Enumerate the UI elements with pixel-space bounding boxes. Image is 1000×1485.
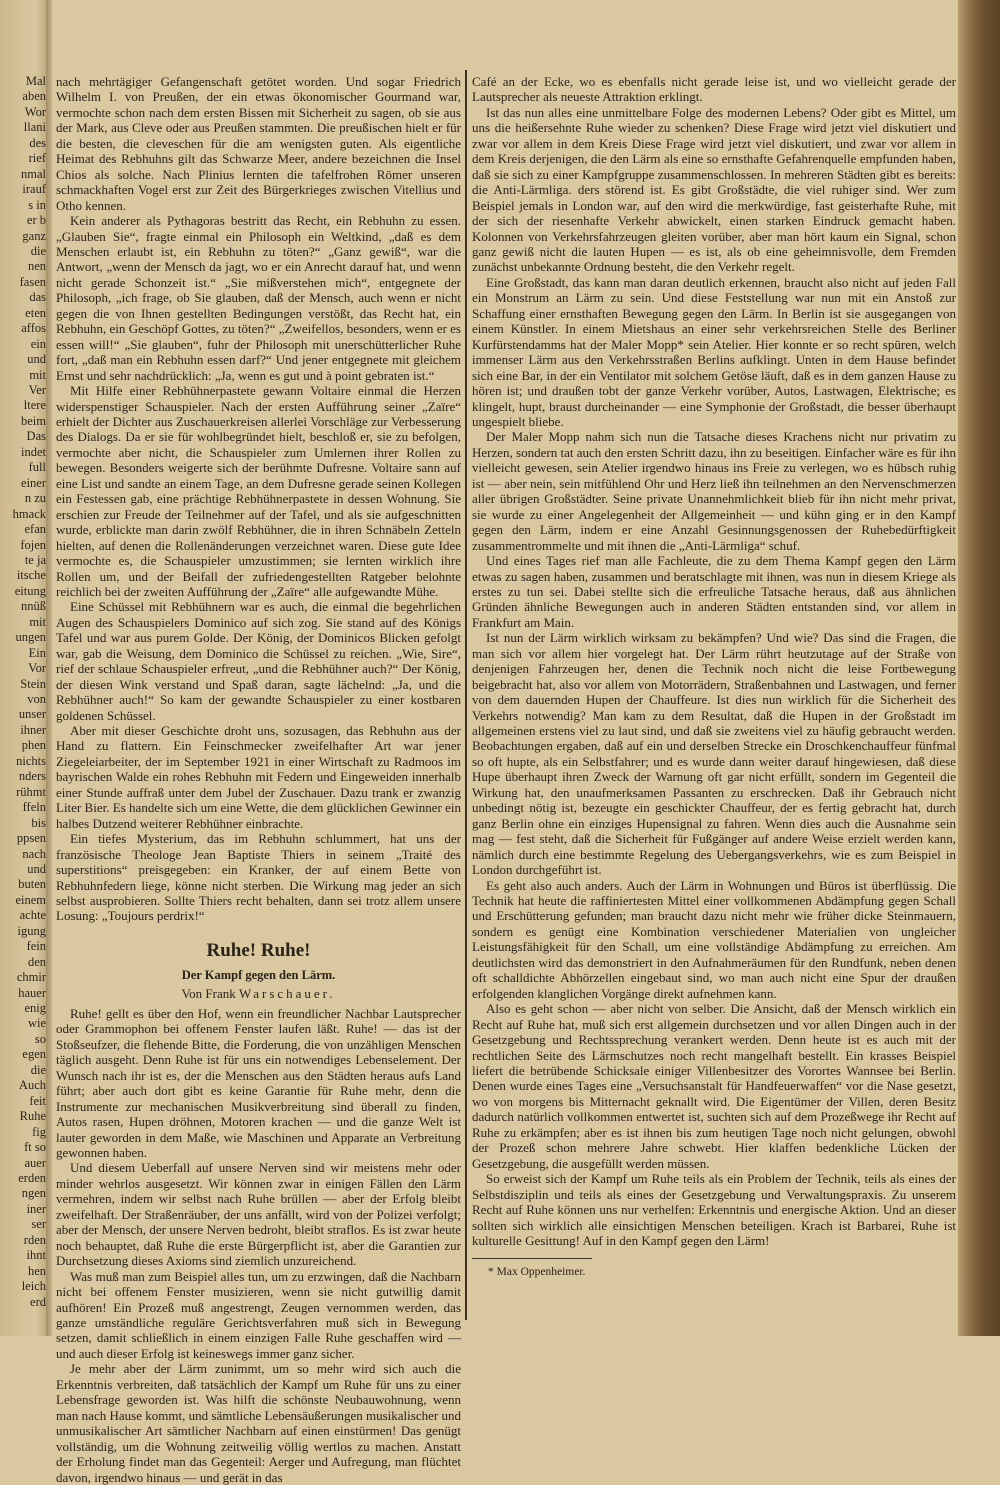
margin-word-fragment: mit xyxy=(29,614,46,629)
paragraph: Ruhe! gellt es über den Hof, wenn ein freundlicher Nachbar Lautsprecher oder Grammophon bei offenem Fenster laufen läßt. Ruhe! — das ist der Stoßseufzer, die flehende Bitte, die Forderung, die von unzähligen Menschen täglich ausgeht. Denn Ruhe ist für uns ein notwendiges Lebenselement. Der Wunsch nach ihr ist es, der die Menschen aus den Städten heraus aufs Land führt; aber auch dort gibt es keine Garantie für Ruhe mehr, denn die Instrumente zur mechanischen Musikverbreitung sind überall zu finden, Autos rasen, Hupen dröhnen, Motoren krachen — und die ganze Welt ist lauter geworden in dem Maße, wie Maschinen und Apparate an Verbreitung gewonnen haben. xyxy=(56,1005,461,1160)
margin-word-fragment: buten xyxy=(18,877,46,892)
margin-word-fragment: von xyxy=(27,692,46,706)
margin-word-fragment: bis xyxy=(31,815,46,830)
byline-author: Warschauer. xyxy=(238,985,336,1001)
margin-word-fragment: nach xyxy=(22,846,46,861)
margin-word-fragment: ungen xyxy=(15,630,46,645)
margin-word-fragment: indet xyxy=(21,444,46,459)
margin-word-fragment: Auch xyxy=(18,1078,46,1093)
margin-word-fragment: Ruhe xyxy=(19,1109,46,1124)
margin-word-fragment: efan xyxy=(24,522,46,537)
margin-word-fragment: nmal xyxy=(21,166,46,181)
paragraph: Ist das nun alles eine unmittelbare Folge des modernen Lebens? Oder gibt es Mittel, um uns die heißersehnte Ruhe wieder zu schenken? Diese Frage wird jetzt viel diskutiert und zwar vor allem in dem Kreis Diese Frage wird jetzt viel diskutiert, und zwar vor allem in dem Kreis derjenigen, die den Lärm als eine so ernsthafte Gefahrenquelle empfunden haben, daß sie sich zu einer Kampfgruppe zusammenschlossen. In mehreren Städten gibt es bereits: die Anti-Lärmliga. ders störend ist. Es gibt Großstädte, die viel ruhiger sind. Wer zum Beispiel jemals in London war, auf den wird die merkwürdige, fast geisterhafte Ruhe, mit der sich der riesenhafte Verkehr abwickelt, einen starken Eindruck gemacht haben. Kolonnen von Verkehrsfahrzeugen gleiten vorüber, aber man hört kaum ein Signal, schon ganz gewiß nicht die lauten Hupen — es ist, als ob eine geheimnisvolle, dem Fremden zunächst unbekannte Ordnung besteht, die den Verkehr regelt. xyxy=(472,104,956,275)
margin-word-fragment: te ja xyxy=(24,552,46,567)
paragraph: Je mehr aber der Lärm zunimmt, um so mehr wird sich auch die Erkenntnis verbreiten, daß tatsächlich der Kampf um Ruhe für uns zu einer Lebensfrage geworden ist. Was hilft die schönste Neubauwohnung, wenn man nach Hause kommt, und sämtliche Lebensäußerungen musikalischer und unmusikalischer Art sämtlicher Nachbarn auf einen einstürmen! Das genügt vollständig, um die Wohnung zeitweilig völlig wertlos zu machen. Anstatt der Erholung findet man das Gegenteil: Aerger und Aufregung, man flüchtet davon, irgendwo hinaus — und gerät in das xyxy=(56,1361,461,1485)
margin-word-fragment: eten xyxy=(25,305,46,320)
right-column xyxy=(472,74,956,1281)
margin-word-fragment: fasen xyxy=(19,274,46,289)
margin-word-fragment: nders xyxy=(18,769,46,784)
margin-word-fragment: Ein xyxy=(28,645,46,660)
article-byline xyxy=(56,984,461,1004)
margin-word-fragment: mit xyxy=(29,367,46,382)
margin-word-fragment: nnüß xyxy=(21,599,46,614)
margin-word-fragment: Mal xyxy=(25,74,46,88)
margin-word-fragment: ft so xyxy=(24,1140,46,1155)
paragraph: Aber mit dieser Geschichte droht uns, sozusagen, das Rebhuhn aus der Hand zu flattern. Ein Feinschmecker zweifelhafter Art war jener Ziegeleiarbeiter, der im September 1921 in einer Wirtschaft zu Radmoos im bayrischen Walde ein rohes Rebhuhn mit Federn und Eingeweiden innerhalb einer Stunde auffraß unter dem Jubel der Zuschauer. Dazu trank er zwanzig Liter Bier. Es handelte sich um eine Wette, die dem glücklichen Gewinner ein halbes Dutzend weiterer Rebhühner einbrachte. xyxy=(56,723,461,831)
article-subtitle: Der Kampf gegen den Lärm. xyxy=(181,967,336,982)
margin-word-fragment: full xyxy=(28,460,46,475)
margin-word-fragment: und xyxy=(27,352,46,367)
column-divider xyxy=(465,70,467,1320)
margin-word-fragment: erden xyxy=(18,1170,46,1185)
margin-word-fragment: igung xyxy=(17,923,46,938)
margin-word-fragment: Vor xyxy=(28,661,46,676)
margin-word-fragment: iner xyxy=(26,1201,46,1216)
footnote-rule xyxy=(472,1258,592,1259)
left-column xyxy=(56,74,461,1485)
margin-word-fragment: fojen xyxy=(20,537,46,552)
margin-word-fragment: ngen xyxy=(21,1186,46,1201)
margin-word-fragment: die xyxy=(30,243,46,258)
margin-word-fragment: und xyxy=(27,861,46,876)
byline-prefix: Von Frank xyxy=(181,985,236,1001)
margin-word-fragment: auer xyxy=(24,1155,46,1170)
margin-word-fragment: fig xyxy=(32,1124,46,1139)
paragraph: Der Maler Mopp nahm sich nun die Tatsache dieses Krachens nicht nur privatim zu Herzen, sondern tat auch den ersten Schritt dazu, ihn zu beseitigen. Einfacher wäre es für ihn vielleicht gewesen, sein Atelier irgendwo hinaus ins Freie zu verlegen, wo es hübsch ruhig ist — aber nein, sein mitfühlend Ohr und Herz ließ ihn teilnehmen an den Nervenschmerzen aller übrigen Großstädter. Seine private Unannehmlichkeit blieb für ihn nicht mehr privat, sie wurde zu einer Angelegenheit der Allgemeinheit — und kühn ging er in den Kampf gegen den Lärm, indem er eine Anzahl Gesinnungsgenossen der Ruhebedürftigkeit zusammentrommelte und mit ihnen die „Anti-Lärmliga“ schuf. xyxy=(472,429,956,553)
margin-word-fragment: ihnt xyxy=(26,1248,46,1263)
margin-word-fragment: beim xyxy=(21,413,46,428)
paragraph: Also es geht schon — aber nicht von selber. Die Ansicht, daß der Mensch wirklich ein Recht auf Ruhe hat, muß sich erst allgemein durchsetzen und vor allen Dingen auch in der Gesetzgebung und Rechtssprechung verankert werden. Denn heute ist es auch mit der rechtlichen Seite des Lärmschutzes noch recht mangelhaft bestellt. Ein krasses Beispiel liefert die betrübende Schicksale einiger Villenbesitzer des Vorortes Wannsee bei Berlin. Denen wurde eines Tages eine „Versuchsanstalt für Handfeuerwaffen“ vor die Nase gesetzt, wo von morgens bis Mitternacht geknallt wird. Die Eigentümer der Villen, deren Besitz dadurch natürlich vollkommen entwertet ist, suchten sich auf dem Prozeßwege ihr Recht auf Ruhe zu erkämpfen; aber es ist ihnen bis zum heutigen Tage noch nicht gelungen, obwohl der Prozeß schon mehrere Jahre schwebt. Hier klaffen bedenkliche Lücken der Gesetzgebung, die ausgefüllt werden müssen. xyxy=(472,1001,956,1171)
article-body-right xyxy=(472,74,956,1248)
margin-word-fragment: llani xyxy=(23,120,46,135)
paragraph: Eine Schüssel mit Rebhühnern war es auch, die einmal die begehrlichen Augen des Schauspielers Dominico auf sich zog. Sie stand auf des Königs Tafel und war aus purem Golde. Der König, der Dominicos Blicken gefolgt war, gab die Weisung, dem Dominico die Schüssel zu reichen. „Wie, Sire“, rief der schlaue Schauspieler erfreut, „und die Rebhühner auch?“ Der König, der diesen Wink verstand und Spaß daran, sagte lächelnd: „Ja, und die Rebhühner auch!“ So kam der gewandte Schauspieler zu einer kostbaren goldenen Schüssel. xyxy=(56,599,461,723)
margin-word-fragment: irauf xyxy=(22,182,46,197)
margin-word-fragment: ganz xyxy=(22,228,46,243)
margin-word-fragment: leich xyxy=(21,1279,46,1294)
footnote: * Max Oppenheimer. xyxy=(488,1266,586,1279)
margin-word-fragment: des xyxy=(29,135,46,150)
margin-word-fragment: ihner xyxy=(20,722,46,737)
margin-word-fragment: egen xyxy=(22,1047,46,1062)
margin-word-fragment: den xyxy=(27,954,46,969)
margin-word-fragment: enig xyxy=(24,1001,46,1015)
margin-word-fragment: nen xyxy=(27,259,46,274)
margin-word-fragment: er b xyxy=(26,213,46,228)
margin-word-fragment: so xyxy=(34,1031,46,1046)
margin-word-fragment: unser xyxy=(18,707,46,722)
paragraph: nach mehrtägiger Gefangenschaft getötet worden. Und sogar Friedrich Wilhelm I. von Preußen, der ein etwas ökonomischer Gourmand war, vermochte schon nach dem ersten Bissen mit Sicherheit zu sagen, ob sie aus der Mark, aus Cleve oder aus Preußen stammten. Die preußischen hielt er für die besten, die cleveschen für die am wenigsten guten. Als eigentliche Heimat des Rebhuhns gilt das Schwarze Meer, andere bezeichnen die Insel Chios als solche. Nach Plinius lernten die tafelfrohen Römer unseren schmackhaften Vogel erst zur Zeit des Bürgerkrieges zwischen Vitellius und Otho kennen. xyxy=(56,74,461,213)
margin-word-fragment: itsche xyxy=(16,568,46,583)
paragraph: Mit Hilfe einer Rebhühnerpastete gewann Voltaire einmal die Herzen widerspenstiger Schauspieler. Nach der ersten Aufführung seiner „Zaïre“ erhielt der Dichter aus Zuschauerkreisen allerlei Vorschläge zur Verbesserung des Dialogs. Da er sie für wohlbegründet hielt, beschloß er, sie zu befolgen, vermochte aber nicht, die Schauspieler zum Umlernen ihrer Rollen zu bewegen. Besonders weigerte sich der berühmte Dufresne. Voltaire sann auf eine List und sandte an einem Tage, an dem Dufresne gerade seinen Kollegen ein Festessen gab, eine prächtige Rebhühnerpastete in dessen Wohnung. Sie erschien zur Freude der Teilnehmer auf der Tafel, und als sie aufgeschnitten wurde, erblickte man darin zwölf Rebhühner, die in ihren Schnäbeln Zetteln hielten, auf denen die Rollenänderungen verzeichnet waren. Diese gute Idee vermochte es, die Schauspieler umzustimmen; sie lernten wirklich ihre Rollen um, und der Beifall der zufriedengestellten Ratgeber belohnte reichlich bei der zweiten Aufführung der „Zaïre“ alle aufgewandte Mühe. xyxy=(56,383,461,599)
margin-word-fragment: aben xyxy=(22,89,46,104)
margin-word-fragment: rühmt xyxy=(16,784,46,799)
margin-word-fragment: einem xyxy=(15,892,46,907)
margin-word-fragment: Das xyxy=(26,429,46,444)
margin-word-fragment: chmir xyxy=(16,970,46,985)
paragraph: Was muß man zum Beispiel alles tun, um zu erzwingen, daß die Nachbarn nicht bei offenem Fenster musizieren, wenn sie nicht gutwillig damit aufhören! Ein Prozeß muß angestrengt, Zeugen vernommen werden, das ganze umständliche reguläre Gerichtsverfahren muß sich in Bewegung setzen, damit schließlich in einem einzigen Falle Ruhe geschaffen wird — und auch dieser Erfolg ist keineswegs immer ganz sicher. xyxy=(56,1268,461,1361)
paragraph: Ein tiefes Mysterium, das im Rebhuhn schlummert, hat uns der französische Theologe Jean Baptiste Thiers in seinem „Traité des superstitions“ preisgegeben: ein Kranker, der auf einem Bette von Rebhuhnfedern liege, könne nicht sterben. Die Wirkung mag jeder an sich selbst ausprobieren. Sollte Thiers recht behalten, dann sei trotz allem unsere Losung: „Toujours perdrix!“ xyxy=(56,831,461,924)
book-binding xyxy=(958,0,1000,1336)
margin-word-fragment: rden xyxy=(23,1232,46,1247)
margin-word-fragment: rief xyxy=(28,151,46,166)
margin-word-fragment: fein xyxy=(26,939,46,954)
margin-word-fragment: ppsen xyxy=(16,831,46,846)
margin-word-fragment: Wor xyxy=(24,104,46,119)
page-fold-shadow xyxy=(46,0,52,1336)
margin-word-fragment: Ver xyxy=(28,383,46,397)
margin-word-fragment: Stein xyxy=(20,676,46,691)
article-title: Ruhe! Ruhe! xyxy=(206,939,311,961)
margin-word-fragment: das xyxy=(29,290,46,305)
margin-word-fragment: feit xyxy=(29,1093,46,1108)
paragraph: Ist nun der Lärm wirklich wirksam zu bekämpfen? Und wie? Das sind die Fragen, die man sich vor allem hier vorgelegt hat. Der Lärm rührt heutzutage auf der Straße von denjenigen Fahrzeugen her, denen die Technik noch nicht die leise Fortbewegung beigebracht hat, also vor allem von Motorrädern, Straßenbahnen und Lastwagen, und ferner von dem dauernden Hupen der Chauffeure. Ist dies nun wirklich für die Sicherheit des Verkehrs notwendig? Man kam zu dem Resultat, daß die Hupen in der Großstadt im allgemeinen erstens viel zu laut sind, und daß sie zweitens viel zu häufig gebraucht werden. Beobachtungen ergaben, daß auf ein und derselben Strecke ein Droschkenchauffeur fünfmal so oft hupte, als ein Selbstfahrer; und es wurde dann weiter darauf hingewiesen, daß diese Hupe überhaupt ihren Zweck der Warnung oft gar nicht erfüllt, sondern im Gegenteil die Wirkung hat, den unaufmerksamen Passanten zu erschrecken. Daß ihr Gebrauch nicht unbedingt nötig ist, bezeugte ein geschickter Chauffeur, der es fertig gebracht hat, durch ganz Berlin ohne ein einziges Hupensignal zu fahren. Wenn dies auch die Ausnahme sein mag — fest steht, daß die Sicherheit für Fußgänger auf andere Weise erzielt werden kann, nämlich durch eine bestimmte Regelung des Uebergangsverkehrs, wie es zum Beispiel in London durchgeführt ist. xyxy=(472,630,956,878)
margin-word-fragment: s in xyxy=(28,197,46,212)
margin-word-fragment: hmack xyxy=(12,506,46,521)
margin-word-fragment: nichts xyxy=(16,753,46,768)
margin-word-fragment: ffeln xyxy=(22,800,46,815)
margin-word-fragment: wie xyxy=(27,1016,46,1031)
paragraph: Café an der Ecke, wo es ebenfalls nicht gerade leise ist, und wo vielleicht gerade der Lautsprecher als neueste Attraktion erklingt. xyxy=(472,74,956,105)
paragraph: So erweist sich der Kampf um Ruhe teils als ein Problem der Technik, teils als eines der Selbstdisziplin und teils als eines der Gesetzgebung und Verwaltungspraxis. Zu unserem Recht auf Ruhe können uns nur verhelfen: Erkenntnis und energische Aktion. Und an dieser sollten sich wirklich alle einsichtigen Menschen beteiligen. Krach ist Barbarei, Ruhe ist kulturelle Gesittung! Auf in den Kampf gegen den Lärm! xyxy=(472,1171,956,1248)
margin-word-fragment: hauer xyxy=(18,985,46,1000)
margin-word-fragment: ltere xyxy=(23,398,46,413)
paragraph: Eine Großstadt, das kann man daran deutlich erkennen, braucht also nicht auf jeden Fall ein Monstrum an Lärm zu sein. Und diese Feststellung war nun mit ein Anstoß zur Schaffung einer ernsthaften Bewegung gegen den Lärm. In Berlin ist sie ausgegangen von einem Künstler. In einem Mietshaus an einer sehr verkehrsreichen Stelle des Berliner Kurfürstendamms hat der Maler Mopp* sein Atelier. Hier konnte er so recht spüren, welch immenser Lärm aus den Verkehrsstraßen Berlins aufklingt. Unten in dem Hause befindet sich eine Bar, in der ein Ventilator mit solchem Getöse läuft, daß es in dem ganzen Hause zu hören ist; und draußen tobt der ganze Verkehr vorüber, Autos, Lastwagen, Elektrische; es klingelt, hupt, braust durcheinander — eine Symphonie der Großstadt, die besser überhaupt ungespielt bliebe. xyxy=(472,274,956,429)
margin-word-fragment: phen xyxy=(21,738,46,753)
margin-word-fragment: eitung xyxy=(14,583,46,598)
margin-word-fragment: achte xyxy=(19,908,46,923)
margin-word-fragment: erd xyxy=(30,1294,46,1309)
paragraph: Und diesem Ueberfall auf unsere Nerven sind wir meistens mehr oder minder wehrlos ausgesetzt. Wir können zwar in einigen Fällen den Lärm vermehren, indem wir selbst nach Ruhe brüllen — aber der Erfolg bleibt zweifelhaft. Der Straßenräuber, der uns anfällt, wird von der Polizei verfolgt; aber der Mensch, der unsere Nerven bedroht, bleibt straflos. Es ist zwar heute noch behauptet, daß Ruhe die erste Bürgerpflicht ist, aber die Garantien zur Durchsetzung dieses Axioms sind ziemlich unzureichend. xyxy=(56,1160,461,1269)
paragraph: Es geht also auch anders. Auch der Lärm in Wohnungen und Büros ist überflüssig. Die Technik hat heute die raffiniertesten Mittel einer vollkommenen Abdämpfung gegen Schall und Erschütterung gefunden; man braucht dazu nicht mehr wie früher dicke Steinmauern, sondern es genügt eine Kombination verschiedener Materialien von ungleicher Leistungsfähigkeit für den Schall, um eine vollständige Abdämpfung zu erreichen. Am deutlichsten wird das demonstriert in den Aufnahmeräumen für den Rundfunk, neben denen oft schalldichte Abhörzellen eingebaut sind, wo man auch nicht eine Spur der draußen erfolgenden klanglichen Vorgänge direkt aufnehmen kann. xyxy=(472,877,956,1001)
margin-word-fragment: hen xyxy=(27,1263,46,1278)
margin-word-fragment: n zu xyxy=(24,491,46,506)
margin-word-fragment: ser xyxy=(31,1217,46,1232)
paragraph: Und eines Tages rief man alle Fachleute, die zu dem Thema Kampf gegen den Lärm etwas zu sagen haben, zusammen und beratschlagte mit ihnen, was nun in diesem Kriege als erstes zu tun sei. Dabei stellte sich die erfreuliche Tatsache heraus, daß aus ähnlichen Gründen ähnliche Bewegungen auch in anderen Städten entstanden sind, vor allem in Frankfurt am Main. xyxy=(472,553,956,630)
margin-word-fragment: ein xyxy=(30,336,46,351)
previous-page-edge xyxy=(0,0,50,1336)
margin-word-fragment: affos xyxy=(21,321,46,336)
paragraph: Kein anderer als Pythagoras bestritt das Recht, ein Rebhuhn zu essen. „Glauben Sie“, fragte einmal ein Philosoph ein Weltkind, „daß es dem Menschen erlaubt ist, ein Rebhuhn zu töten?“ „Ganz gewiß“, war die Antwort, „wenn der Mensch da jagt, wo er ein Anrecht darauf hat, und wenn nicht gerade Schonzeit ist.“ „Sie mißverstehen mich“, entgegnete der Philosoph, „ich frage, ob Sie glauben, daß der Mensch, auch wenn er nicht gegen die von Ihnen gestellten Bedingungen verstößt, das Recht hat, ein Rebhuhn, ein Geschöpf Gottes, zu töten?“ „Zweifellos, besonders, wenn er es essen will!“ „Sie glauben“, fuhr der Philosoph mit unerschütterlicher Ruhe fort, „daß man ein Rebhuhn essen darf?“ Und jener entgegnete mit gleichem Ernst und sehr nachdrücklich: „Ja, wenn es gut und à point gebraten ist.“ xyxy=(56,213,461,383)
margin-word-fragment: die xyxy=(30,1062,46,1077)
margin-word-fragment: einer xyxy=(21,475,46,490)
article-body-left xyxy=(56,1006,461,1485)
rebhuhn-article-continuation xyxy=(56,74,461,924)
